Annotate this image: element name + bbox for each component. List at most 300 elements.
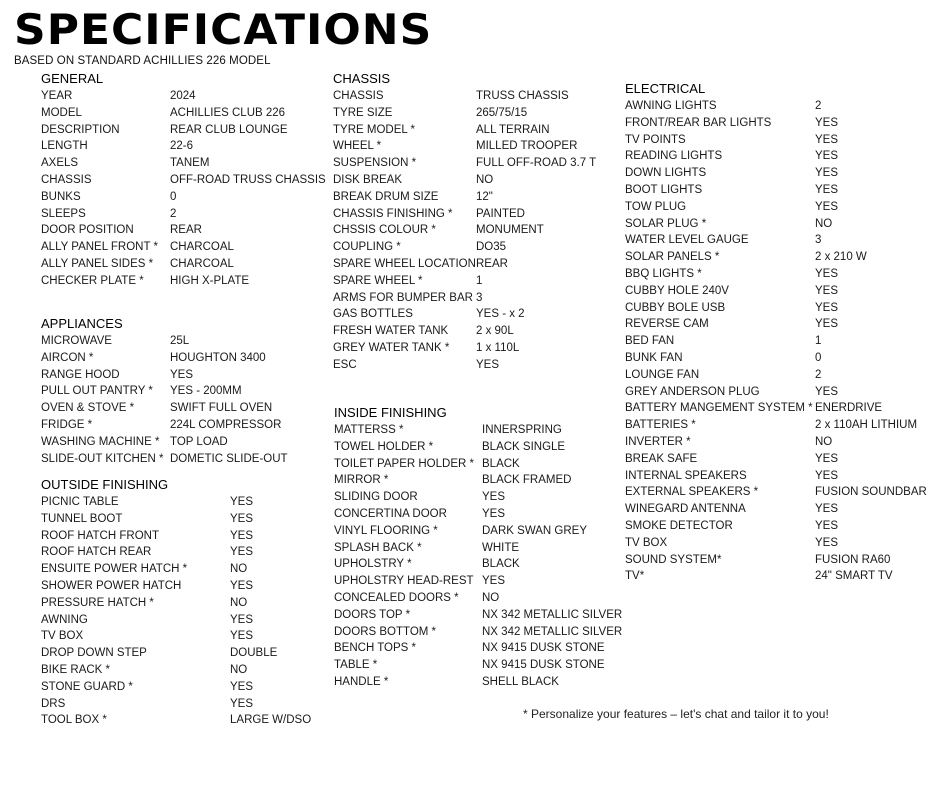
- spec-value: NO: [482, 591, 500, 604]
- spec-label: CUBBY BOLE USB: [625, 301, 726, 314]
- spec-row: [41, 105, 326, 122]
- spec-row: [41, 511, 311, 528]
- spec-label: HANDLE *: [334, 675, 389, 688]
- spec-value: YES: [815, 133, 839, 146]
- spec-row: [333, 105, 596, 122]
- spec-label: GREY WATER TANK *: [333, 341, 450, 354]
- spec-value: TANEM: [170, 157, 210, 170]
- section-heading: GENERAL: [41, 71, 104, 86]
- spec-row: [41, 88, 326, 105]
- spec-label: ESC: [333, 358, 357, 371]
- spec-value: YES: [815, 284, 839, 297]
- spec-row: [625, 316, 927, 333]
- spec-row: [333, 189, 596, 206]
- spec-label: REVERSE CAM: [625, 318, 709, 331]
- spec-row: [625, 216, 927, 233]
- spec-row: [625, 249, 927, 266]
- section-heading: ELECTRICAL: [625, 81, 706, 96]
- spec-value: YES: [815, 301, 839, 314]
- spec-value: YES: [815, 503, 839, 516]
- spec-row: [625, 434, 927, 451]
- spec-row: [41, 367, 288, 384]
- spec-value: CHARCOAL: [170, 241, 234, 254]
- spec-value: BLACK: [482, 457, 520, 470]
- spec-value: BLACK FRAMED: [482, 474, 572, 487]
- spec-value: YES: [815, 150, 839, 163]
- spec-row: [41, 273, 326, 290]
- spec-label: CHSSIS COLOUR *: [333, 224, 436, 237]
- spec-label: BENCH TOPS *: [334, 642, 417, 655]
- spec-label: EXTERNAL SPEAKERS *: [625, 486, 759, 499]
- spec-row: [334, 640, 622, 657]
- spec-value: NX 9415 DUSK STONE: [482, 642, 605, 655]
- spec-label: READING LIGHTS: [625, 150, 723, 163]
- spec-value: 3: [476, 291, 483, 304]
- spec-label: CONCERTINA DOOR: [334, 507, 447, 520]
- spec-label: SLIDE-OUT KITCHEN *: [41, 452, 164, 465]
- spec-label: WINEGARD ANTENNA: [625, 503, 746, 516]
- spec-value: NO: [230, 563, 248, 576]
- spec-value: TOP LOAD: [170, 435, 228, 448]
- spec-row: [41, 628, 311, 645]
- spec-row: [334, 489, 622, 506]
- spec-value: YES: [482, 507, 506, 520]
- spec-row: [334, 422, 622, 439]
- spec-row: [41, 679, 311, 696]
- spec-label: TUNNEL BOOT: [41, 512, 123, 525]
- spec-value: 1 x 110L: [476, 341, 520, 354]
- spec-value: 2 x 210 W: [815, 251, 867, 264]
- spec-value: YES: [815, 167, 839, 180]
- spec-value: CHARCOAL: [170, 257, 234, 270]
- spec-row: [625, 367, 927, 384]
- spec-row: [334, 523, 622, 540]
- spec-row: [625, 98, 927, 115]
- spec-value: YES: [815, 385, 839, 398]
- spec-label: INVERTER *: [625, 435, 691, 448]
- spec-value: YES: [230, 496, 254, 508]
- spec-label: SUSPENSION *: [333, 157, 417, 170]
- spec-row: [625, 333, 927, 350]
- spec-row: [334, 657, 622, 674]
- spec-label: ALLY PANEL SIDES *: [41, 257, 154, 270]
- spec-value: 2024: [170, 90, 196, 102]
- spec-value: ACHILLIES CLUB 226: [170, 106, 286, 119]
- spec-label: ALLY PANEL FRONT *: [41, 241, 158, 254]
- spec-label: DRS: [41, 697, 66, 710]
- spec-row: [334, 573, 622, 590]
- spec-label: DOOR POSITION: [41, 224, 134, 237]
- spec-value: YES: [230, 697, 254, 710]
- spec-value: 2: [815, 100, 822, 112]
- spec-label: SOLAR PLUG *: [625, 217, 707, 230]
- spec-label: AWNING LIGHTS: [625, 100, 717, 112]
- spec-value: 2: [170, 207, 177, 220]
- section-heading: OUTSIDE FINISHING: [41, 477, 169, 492]
- spec-row: [41, 400, 288, 417]
- spec-value: 25L: [170, 335, 190, 347]
- spec-label: TOILET PAPER HOLDER *: [334, 457, 474, 470]
- spec-value: 224L COMPRESSOR: [170, 418, 282, 431]
- spec-row: [333, 273, 596, 290]
- page-subtitle: BASED ON STANDARD ACHILLIES 226 MODEL: [14, 55, 271, 67]
- spec-row: [41, 222, 326, 239]
- spec-label: BATTERIES *: [625, 419, 696, 432]
- spec-label: SPARE WHEEL LOCATION: [333, 257, 476, 270]
- spec-label: SOLAR PANELS *: [625, 251, 720, 264]
- spec-value: 24" SMART TV: [815, 570, 893, 583]
- spec-row: [41, 155, 326, 172]
- spec-label: MIRROR *: [334, 474, 389, 487]
- spec-row: [41, 645, 311, 662]
- spec-value: 12": [476, 190, 493, 203]
- spec-label: LENGTH: [41, 140, 88, 153]
- spec-row: [333, 340, 596, 357]
- section-electrical: [625, 80, 927, 585]
- spec-row: [333, 323, 596, 340]
- spec-value: YES: [815, 536, 839, 549]
- spec-label: GAS BOTTLES: [333, 308, 413, 321]
- spec-label: UPHOLSTRY *: [334, 558, 412, 571]
- spec-row: [41, 172, 326, 189]
- spec-label: UPHOLSTRY HEAD-REST: [334, 575, 474, 588]
- spec-value: YES: [230, 529, 254, 542]
- spec-row: [41, 662, 311, 679]
- spec-label: SMOKE DETECTOR: [625, 519, 733, 532]
- spec-value: 0: [170, 190, 177, 203]
- section-inside-finishing: [334, 404, 622, 691]
- spec-value: YES: [815, 318, 839, 331]
- spec-label: SPLASH BACK *: [334, 541, 422, 554]
- spec-value: YES: [230, 579, 254, 592]
- spec-value: REAR CLUB LOUNGE: [170, 123, 288, 136]
- spec-row: [334, 540, 622, 557]
- spec-row: [334, 506, 622, 523]
- spec-value: PAINTED: [476, 207, 525, 220]
- spec-row: [625, 400, 927, 417]
- spec-label: BIKE RACK *: [41, 663, 111, 676]
- spec-label: BREAK SAFE: [625, 452, 698, 465]
- spec-row: [41, 206, 326, 223]
- spec-value: LARGE W/DSO: [230, 714, 312, 727]
- spec-value: SHELL BLACK: [482, 675, 559, 688]
- spec-value: MONUMENT: [476, 224, 544, 237]
- spec-label: LOUNGE FAN: [625, 368, 700, 381]
- spec-row: [334, 674, 622, 691]
- spec-row: [333, 256, 596, 273]
- spec-label: DOWN LIGHTS: [625, 167, 707, 180]
- spec-row: [334, 556, 622, 573]
- spec-row: [41, 333, 288, 350]
- spec-row: [333, 138, 596, 155]
- spec-row: [625, 199, 927, 216]
- spec-row: [625, 182, 927, 199]
- spec-value: BLACK SINGLE: [482, 440, 566, 453]
- spec-value: YES: [482, 575, 506, 588]
- spec-label: COUPLING *: [333, 241, 401, 254]
- section-chassis: [333, 70, 596, 374]
- spec-label: TOOL BOX *: [41, 714, 107, 727]
- spec-label: SOUND SYSTEM*: [625, 553, 722, 566]
- spec-label: YEAR: [41, 90, 73, 102]
- spec-row: [625, 300, 927, 317]
- footnote: * Personalize your features – let's chat and tailor it to you!: [523, 707, 829, 721]
- spec-value: 2: [815, 368, 822, 381]
- spec-label: AIRCON *: [41, 351, 94, 364]
- spec-row: [333, 222, 596, 239]
- spec-row: [625, 165, 927, 182]
- spec-row: [625, 468, 927, 485]
- spec-label: CHASSIS: [41, 173, 92, 186]
- spec-row: [625, 148, 927, 165]
- spec-row: [41, 578, 311, 595]
- spec-value: NO: [230, 596, 248, 609]
- spec-value: YES: [815, 200, 839, 213]
- spec-row: [41, 122, 326, 139]
- spec-row: [333, 172, 596, 189]
- spec-label: DROP DOWN STEP: [41, 647, 147, 660]
- spec-label: AXELS: [41, 157, 79, 170]
- spec-label: DISK BREAK: [333, 173, 403, 186]
- spec-row: [41, 696, 311, 713]
- spec-value: INNERSPRING: [482, 424, 562, 436]
- spec-value: DO35: [476, 241, 507, 254]
- spec-value: HOUGHTON 3400: [170, 351, 266, 364]
- spec-label: TV*: [625, 570, 645, 583]
- spec-label: GREY ANDERSON PLUG: [625, 385, 760, 398]
- spec-value: FULL OFF-ROAD 3.7 T: [476, 157, 597, 170]
- spec-value: 1: [476, 274, 483, 287]
- spec-label: FRESH WATER TANK: [333, 325, 449, 338]
- spec-value: NX 342 METALLIC SILVER: [482, 608, 623, 621]
- spec-label: BUNKS: [41, 190, 81, 203]
- spec-row: [625, 417, 927, 434]
- spec-label: DOORS TOP *: [334, 608, 411, 621]
- spec-label: STONE GUARD *: [41, 680, 133, 693]
- spec-value: HIGH X-PLATE: [170, 274, 250, 287]
- spec-value: YES - x 2: [476, 308, 525, 321]
- spec-value: YES: [815, 116, 839, 129]
- spec-label: TABLE *: [334, 659, 378, 672]
- page-title: SPECIFICATIONS: [14, 6, 433, 55]
- spec-value: SWIFT FULL OVEN: [170, 402, 273, 415]
- spec-label: RANGE HOOD: [41, 368, 120, 381]
- spec-label: SLIDING DOOR: [334, 491, 418, 504]
- spec-value: NX 9415 DUSK STONE: [482, 659, 605, 672]
- spec-row: [625, 451, 927, 468]
- section-heading: CHASSIS: [333, 71, 391, 86]
- spec-row: [625, 115, 927, 132]
- spec-value: 3: [815, 234, 822, 247]
- section-heading: APPLIANCES: [41, 316, 123, 331]
- spec-row: [333, 306, 596, 323]
- spec-label: CHECKER PLATE *: [41, 274, 144, 287]
- spec-label: BBQ LIGHTS *: [625, 267, 702, 280]
- spec-value: YES: [815, 469, 839, 482]
- spec-row: [41, 383, 288, 400]
- spec-row: [625, 552, 927, 569]
- spec-value: 2 x 110AH LITHIUM: [815, 419, 918, 432]
- spec-row: [333, 155, 596, 172]
- spec-row: [334, 439, 622, 456]
- spec-label: DOORS BOTTOM *: [334, 625, 437, 638]
- spec-label: BREAK DRUM SIZE: [333, 190, 439, 203]
- spec-label: TYRE SIZE: [333, 106, 393, 119]
- spec-label: OVEN & STOVE *: [41, 402, 135, 415]
- spec-label: ROOF HATCH REAR: [41, 546, 152, 559]
- spec-value: FUSION RA60: [815, 553, 891, 566]
- spec-row: [41, 544, 311, 561]
- spec-row: [41, 434, 288, 451]
- spec-label: DESCRIPTION: [41, 123, 120, 136]
- spec-label: WHEEL *: [333, 140, 382, 153]
- spec-value: 265/75/15: [476, 106, 528, 119]
- spec-label: ENSUITE POWER HATCH *: [41, 563, 188, 576]
- spec-row: [41, 561, 311, 578]
- spec-label: CUBBY HOLE 240V: [625, 284, 729, 297]
- spec-row: [334, 472, 622, 489]
- section-heading: INSIDE FINISHING: [334, 405, 447, 420]
- section-general: [41, 70, 326, 290]
- spec-value: BLACK: [482, 558, 520, 571]
- spec-value: DOUBLE: [230, 647, 278, 660]
- spec-row: [333, 88, 596, 105]
- spec-value: ENERDRIVE: [815, 402, 883, 415]
- spec-value: YES: [230, 680, 254, 693]
- spec-value: YES: [230, 630, 254, 643]
- spec-label: MATTERSS *: [334, 424, 404, 436]
- spec-label: CHASSIS: [333, 90, 384, 102]
- spec-row: [625, 232, 927, 249]
- spec-row: [333, 290, 596, 307]
- spec-value: YES: [815, 183, 839, 196]
- spec-row: [41, 595, 311, 612]
- spec-value: YES: [815, 267, 839, 280]
- section-outside-finishing: [41, 476, 311, 729]
- spec-row: [625, 266, 927, 283]
- spec-row: [333, 357, 596, 374]
- spec-value: NO: [476, 173, 494, 186]
- spec-row: [625, 518, 927, 535]
- spec-value: YES: [230, 512, 254, 525]
- spec-label: CHASSIS FINISHING *: [333, 207, 453, 220]
- spec-row: [334, 607, 622, 624]
- spec-row: [625, 132, 927, 149]
- spec-label: WATER LEVEL GAUGE: [625, 234, 749, 247]
- spec-value: YES: [170, 368, 194, 381]
- spec-label: BATTERY MANGEMENT SYSTEM *: [625, 402, 813, 415]
- spec-label: TV BOX: [41, 630, 84, 643]
- spec-label: PICNIC TABLE: [41, 496, 119, 508]
- spec-label: SHOWER POWER HATCH: [41, 579, 182, 592]
- spec-label: TYRE MODEL *: [333, 123, 416, 136]
- spec-label: BOOT LIGHTS: [625, 183, 703, 196]
- spec-row: [333, 239, 596, 256]
- spec-label: INTERNAL SPEAKERS: [625, 469, 747, 482]
- spec-row: [41, 239, 326, 256]
- spec-value: REAR: [476, 257, 508, 270]
- spec-row: [625, 350, 927, 367]
- spec-label: ROOF HATCH FRONT: [41, 529, 159, 542]
- spec-value: 0: [815, 351, 822, 364]
- spec-value: YES: [815, 452, 839, 465]
- spec-label: TV BOX: [625, 536, 668, 549]
- spec-value: YES: [230, 613, 254, 626]
- spec-row: [333, 122, 596, 139]
- spec-label: TV POINTS: [625, 133, 686, 146]
- spec-label: VINYL FLOORING *: [334, 524, 438, 537]
- spec-value: TRUSS CHASSIS: [476, 90, 569, 102]
- spec-label: PULL OUT PANTRY *: [41, 385, 153, 398]
- spec-row: [41, 138, 326, 155]
- spec-value: DOMETIC SLIDE-OUT: [170, 452, 288, 465]
- spec-value: 22-6: [170, 140, 194, 153]
- spec-label: AWNING: [41, 613, 88, 626]
- spec-row: [41, 350, 288, 367]
- spec-value: DARK SWAN GREY: [482, 524, 588, 537]
- spec-row: [334, 624, 622, 641]
- spec-label: SPARE WHEEL *: [333, 274, 423, 287]
- spec-label: ARMS FOR BUMPER BAR: [333, 291, 473, 304]
- spec-label: PRESSURE HATCH *: [41, 596, 154, 609]
- spec-value: NO: [815, 435, 833, 448]
- spec-row: [41, 256, 326, 273]
- spec-label: TOW PLUG: [625, 200, 687, 213]
- spec-row: [41, 189, 326, 206]
- spec-row: [625, 501, 927, 518]
- spec-label: MODEL: [41, 106, 82, 119]
- spec-value: ALL TERRAIN: [476, 123, 550, 136]
- spec-row: [41, 417, 288, 434]
- spec-value: YES: [815, 519, 839, 532]
- section-appliances: [41, 315, 288, 467]
- spec-row: [625, 484, 927, 501]
- spec-row: [625, 535, 927, 552]
- spec-value: YES: [230, 546, 254, 559]
- spec-value: YES: [482, 491, 506, 504]
- spec-value: WHITE: [482, 541, 520, 554]
- spec-row: [41, 612, 311, 629]
- spec-row: [334, 456, 622, 473]
- spec-value: MILLED TROOPER: [476, 140, 578, 153]
- spec-label: BED FAN: [625, 335, 675, 348]
- spec-row: [41, 451, 288, 468]
- spec-row: [41, 712, 311, 729]
- spec-row: [41, 494, 311, 511]
- spec-value: NO: [815, 217, 833, 230]
- spec-label: TOWEL HOLDER *: [334, 440, 434, 453]
- spec-row: [625, 568, 927, 585]
- spec-value: 1: [815, 335, 822, 348]
- spec-row: [625, 283, 927, 300]
- spec-row: [41, 528, 311, 545]
- spec-label: MICROWAVE: [41, 335, 112, 347]
- spec-value: 2 x 90L: [476, 325, 514, 338]
- spec-label: WASHING MACHINE *: [41, 435, 160, 448]
- spec-label: BUNK FAN: [625, 351, 683, 364]
- spec-value: REAR: [170, 224, 202, 237]
- spec-row: [334, 590, 622, 607]
- spec-value: NO: [230, 663, 248, 676]
- spec-label: CONCEALED DOORS *: [334, 591, 459, 604]
- spec-value: YES: [476, 358, 500, 371]
- spec-value: NX 342 METALLIC SILVER: [482, 625, 623, 638]
- spec-value: FUSION SOUNDBAR: [815, 486, 927, 499]
- spec-label: FRONT/REAR BAR LIGHTS: [625, 116, 772, 129]
- spec-row: [625, 384, 927, 401]
- spec-value: YES - 200MM: [170, 385, 242, 398]
- spec-label: SLEEPS: [41, 207, 86, 220]
